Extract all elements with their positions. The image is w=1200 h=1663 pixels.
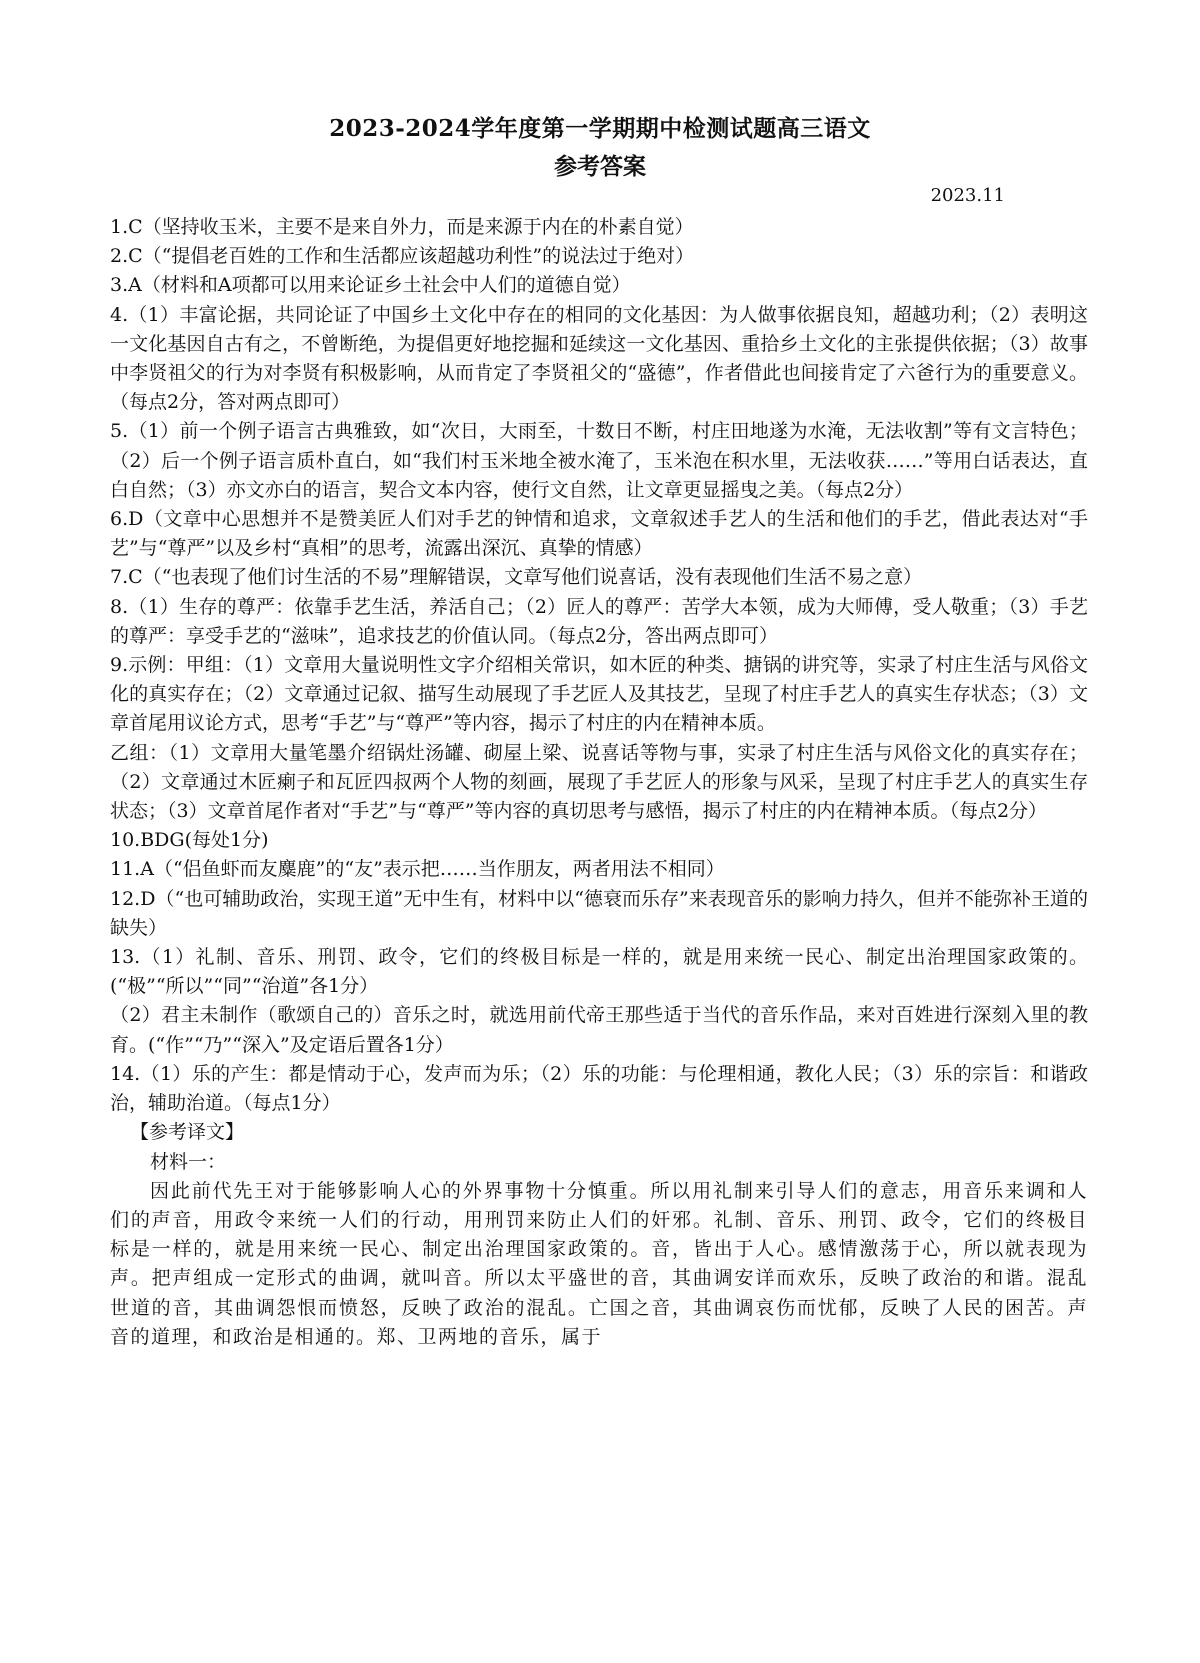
document-title: 2023-2024学年度第一学期期中检测试题高三语文 — [329, 115, 871, 142]
answer-13-part-1: 13.（1）礼制、音乐、刑罚、政令，它们的终极目标是一样的，就是用来统一民心、制定出治理国家政策的。(“极”“所以”“同”“治道”各1分） — [110, 946, 1088, 998]
answer-14: 14.（1）乐的产生：都是情动于心，发声而为乐；（2）乐的功能：与伦理相通，教化人民；（3）乐的宗旨：和谐政治，辅助治道。（每点1分） — [110, 1062, 1088, 1115]
document-subtitle: 参考答案 — [554, 153, 646, 180]
answer-content — [110, 213, 1088, 1352]
answer-7: 7.C（“也表现了他们讨生活的不易”理解错误，文章写他们说喜话，没有表现他们生活不易之意） — [110, 566, 923, 589]
answer-6: 6.D（文章中心思想并不是赞美匠人们对手艺的钟情和追求，文章叙述手艺人的生活和他们的手艺，借此表达对“手艺”与“尊严”以及乡村“真相”的思考，流露出深沉、真挚的情感） — [110, 508, 1088, 560]
translation-text: 因此前代先王对于能够影响人心的外界事物十分慎重。所以用礼制来引导人们的意志，用音乐来调和人们的声音，用政令来统一人们的行动，用刑罚来防止人们的奸邪。礼制、音乐、刑罚、政令，它们的终极目标是一样的，就是用来统一民心、制定出治理国家政策的。音，皆出于人心。感情激荡于心，所以就表现为声。把声组成一定形式的曲调，就叫音。所以太平盛世的音，其曲调安详而欢乐，反映了政治的和谐。混乱世道的音，其曲调怨恨而愤怒，反映了政治的混乱。亡国之音，其曲调哀伤而忧郁，反映了人民的困苦。声音的道理，和政治是相通的。郑、卫两地的音乐，属于 — [110, 1179, 1088, 1348]
answer-3: 3.A（材料和A项都可以用来论证乡土社会中人们的道德自觉） — [110, 274, 631, 297]
answer-13-part-2: （2）君主未制作（歌颂自己的）音乐之时，就选用前代帝王那些适于当代的音乐作品，来对百姓进行深刻入里的教育。(“作”“乃”“深入”及定语后置各1分） — [110, 1004, 1088, 1056]
translation-heading: 【参考译文】 — [130, 1121, 245, 1144]
answer-2: 2.C（“提倡老百姓的工作和生活都应该超越功利性”的说法过于绝对） — [110, 245, 695, 268]
answer-4: 4.（1）丰富论据，共同论证了中国乡土文化中存在的相同的文化基因：为人做事依据良知，超越功利；（2）表明这一文化基因自古有之，不曾断绝，为提倡更好地挖掘和延续这一文化基因、重拾乡土文化的主张提供依据；（3）故事中李贤祖父的行为对李贤有积极影响，从而肯定了李贤祖父的“盛德”，作者借此也间接肯定了六爸行为的重要意义。（每点2分，答对两点即可） — [110, 303, 1088, 414]
answer-11: 11.A（“侣鱼虾而友麋鹿”的“友”表示把……当作朋友，两者用法不相同） — [110, 858, 725, 881]
material-label: 材料一： — [150, 1150, 227, 1173]
answer-9-group-b: 乙组：（1）文章用大量笔墨介绍锅灶汤罐、砌屋上梁、说喜话等物与事，实录了村庄生活与风俗文化的真实存在；（2）文章通过木匠瘌子和瓦匠四叔两个人物的刻画，展现了手艺匠人的形象与风采，呈现了村庄手艺人的真实生存状态；（3）文章首尾作者对“手艺”与“尊严”等内容的真切思考与感悟，揭示了村庄的内在精神本质。（每点2分） — [110, 741, 1088, 823]
answer-8: 8.（1）生存的尊严：依靠手艺生活，养活自己；（2）匠人的尊严：苦学大本领，成为大师傅，受人敬重；（3）手艺的尊严：享受手艺的“滋味”，追求技艺的价值认同。（每点2分，答出两点即可） — [110, 595, 1088, 647]
document-date: 2023.11 — [930, 185, 1005, 206]
answer-12: 12.D（“也可辅助政治，实现王道”无中生有，材料中以“德衰而乐存”来表现音乐的影响力持久，但并不能弥补王道的缺失） — [110, 887, 1088, 939]
answer-5: 5.（1）前一个例子语言古典雅致，如“次日，大雨至，十数日不断，村庄田地遂为水淹，无法收割”等有文言特色；（2）后一个例子语言质朴直白，如“我们村玉米地全被水淹了，玉米泡在积水里，无法收获……”等用白话表达，直白自然；（3）亦文亦白的语言，契合文本内容，使行文自然，让文章更显摇曳之美。（每点2分） — [110, 420, 1088, 501]
answer-1: 1.C（坚持收玉米，主要不是来自外力，而是来源于内在的朴素自觉） — [110, 216, 694, 238]
answer-9-group-a: 9.示例：甲组：（1）文章用大量说明性文字介绍相关常识，如木匠的种类、搪锅的讲究等，实录了村庄生活与风俗文化的真实存在；（2）文章通过记叙、描写生动展现了手艺匠人及其技艺，呈现了村庄手艺人的真实生存状态；（3）文章首尾用议论方式，思考“手艺”与“尊严”等内容，揭示了村庄的内在精神本质。 — [110, 654, 1088, 735]
answer-10: 10.BDG(每处1分) — [110, 829, 269, 852]
